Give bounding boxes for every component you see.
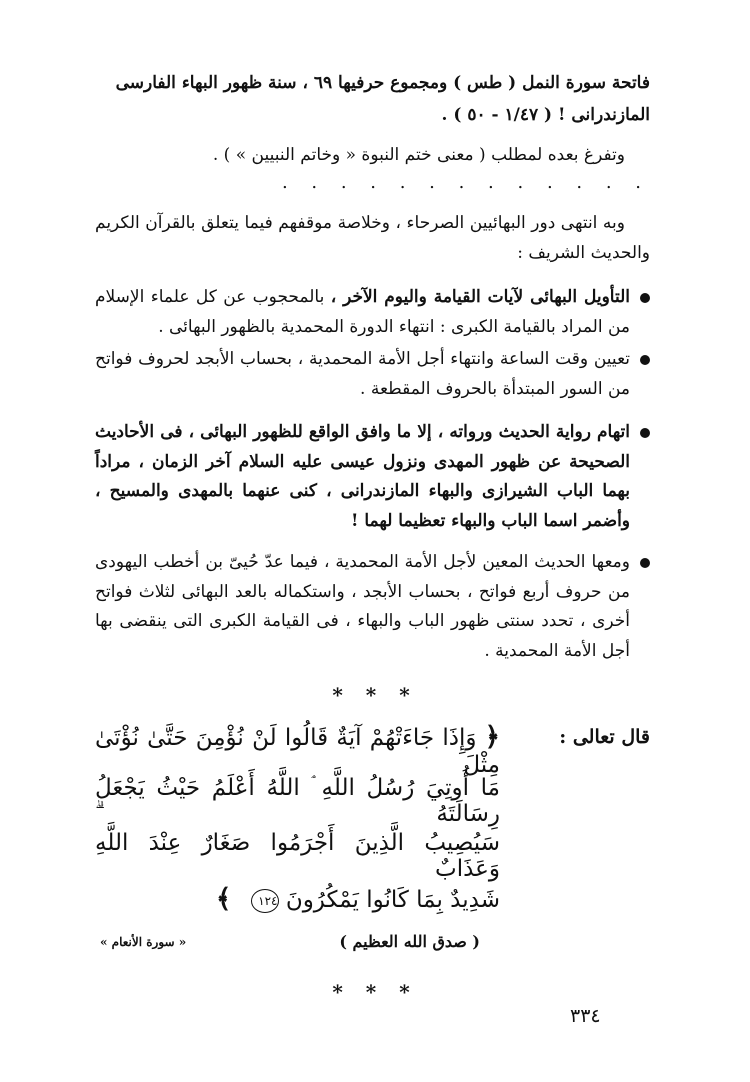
bullet-icon <box>640 558 650 568</box>
intro-line-2: المازندرانى ! ( ١/٤٧ - ٥٠ ) . <box>441 105 650 125</box>
verse-line-3 <box>95 830 500 882</box>
bullet-1-bold: التأويل البهائى لآيات القيامة واليوم الآخر ، <box>330 287 630 307</box>
section-dots-divider: . . . . . . . . . . . . . <box>281 172 650 193</box>
bullet-item-1 <box>95 283 650 342</box>
bullet-item-4 <box>95 548 650 666</box>
verse-line-1 <box>95 722 500 778</box>
bullet-1-text: بالمحجوب عن كل علماء الإسلام من المراد بالقيامة الكبرى : انتهاء الدورة المحمدية بالظهور البهائى . <box>95 287 630 337</box>
bullet-icon <box>640 428 650 438</box>
bullet-4-text: ومعها الحديث المعين لأجل الأمة المحمدية ، فيما عدّ حُيىّ بن أخطب اليهودى من حروف أربع فواتح ، بحساب الأبجد ، واستكماله بالعد البهائى لثلاث فواتح أخرى ، تحدد سنتى ظهور الباب والبهاء ، فى القيامة الكبرى التى ينقضى بها أجل الأمة المحمدية . <box>95 552 630 661</box>
verse-line-2 <box>95 775 500 827</box>
surah-reference: « سورة الأنعام » <box>100 935 187 949</box>
intro-line-3: وتفرغ بعده لمطلب ( معنى ختم النبوة « وخاتم النبيين » ) . <box>212 145 625 165</box>
verse-text-4: شَدِيدٌ بِمَا كَانُوا يَمْكُرُونَ <box>285 887 500 913</box>
intro-line-1: فاتحة سورة النمل ( طس ) ومجموع حرفيها ٦٩ ، سنة ظهور البهاء الفارسى <box>115 73 650 93</box>
bullet-icon <box>640 355 650 365</box>
bullet-2-text: تعيين وقت الساعة وانتهاء أجل الأمة المحمدية ، بحساب الأبجد لحروف فواتح من السور المبتدأة بالحروف المقطعة . <box>95 349 630 399</box>
stars-divider-bottom: * * * <box>332 980 418 1004</box>
open-bracket: ﴿ <box>484 722 501 752</box>
close-bracket: ﴾ <box>215 884 232 914</box>
bullet-icon <box>640 293 650 303</box>
bullet-item-2 <box>95 345 650 404</box>
verse-text-3: سَيُصِيبُ الَّذِينَ أَجْرَمُوا صَغَارٌ عِنْدَ اللَّهِ وَعَذَابٌ <box>95 830 500 882</box>
quote-intro: قال تعالى : <box>559 726 650 748</box>
summary-paragraph: وبه انتهى دور البهائيين الصرحاء ، وخلاصة موقفهم فيما يتعلق بالقرآن الكريم والحديث الشريف : <box>95 213 650 263</box>
verse-text-2: مَا أُوتِيَ رُسُلُ اللَّهِ ۘ اللَّهُ أَعْلَمُ حَيْثُ يَجْعَلُ رِسَالَتَهُ ۗ <box>95 775 500 827</box>
verse-text-1: وَإِذَا جَاءَتْهُمْ آيَةٌ قَالُوا لَنْ نُؤْمِنَ حَتَّىٰ نُؤْتَىٰ مِثْلَ <box>95 725 500 778</box>
tasdiq-text: ( صدق الله العظيم ) <box>339 932 480 951</box>
verse-line-4 <box>95 884 500 914</box>
page-number: ٣٣٤ <box>570 1005 601 1027</box>
verse-number-marker: ١٢٤ <box>251 889 279 913</box>
bullet-3-text: اتهام رواية الحديث ورواته ، إلا ما وافق الواقع للظهور البهائى ، فى الأحاديث الصحيحة عن ظهور المهدى ونزول عيسى عليه السلام آخر الزمان ، مراداً بهما الباب الشيرازى والبهاء المازندرانى ، كنى عنهما بالمهدى والمسيح ، وأضمر اسما الباب والبهاء تعظيما لهما ! <box>95 422 630 531</box>
stars-divider: * * * <box>332 683 418 707</box>
bullet-item-3 <box>95 418 650 536</box>
